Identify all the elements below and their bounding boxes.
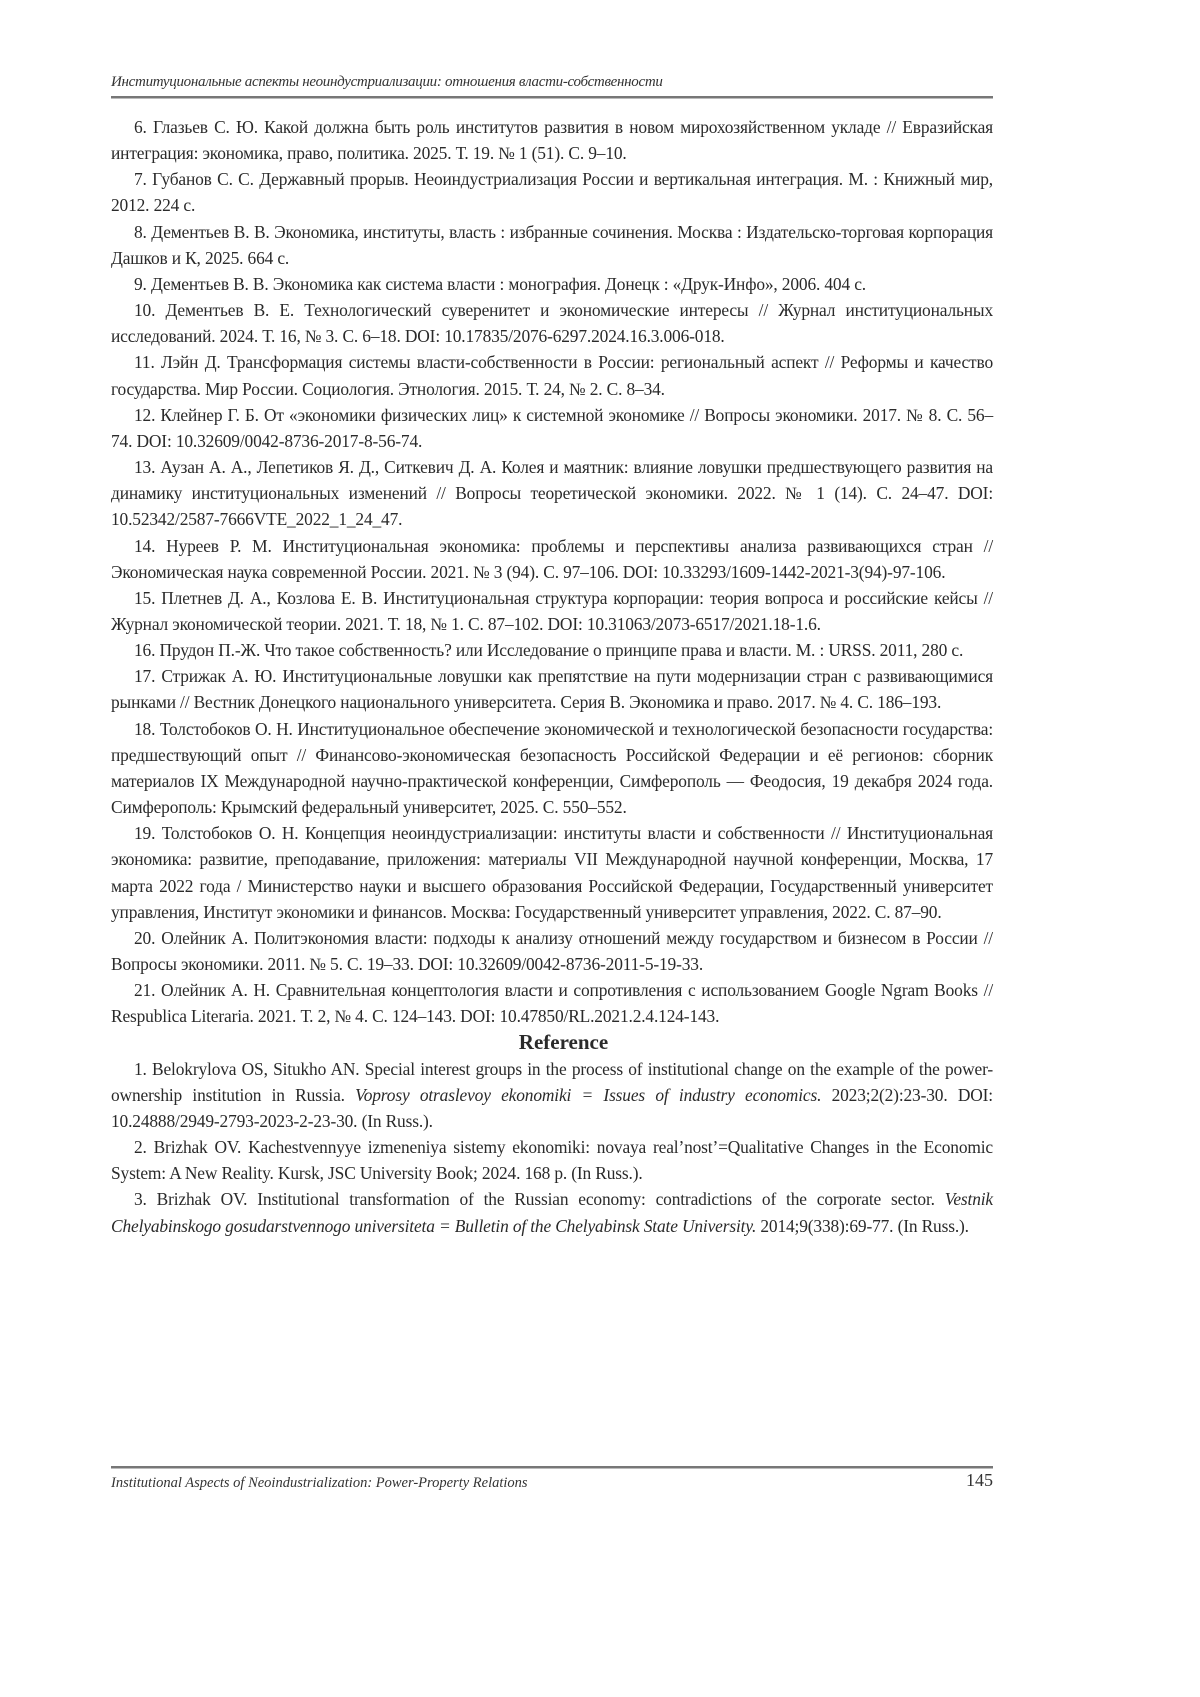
references-ru: [111, 114, 993, 1029]
reference-item: 17. Стрижак А. Ю. Институциональные ловушки как препятствие на пути модернизации стран с развивающимися рынками // Вестник Донецкого национального университета. Серия В. Экономика и право. 2017. № 4. С. 186–193.: [111, 666, 993, 713]
page-number: 145: [966, 1470, 993, 1490]
reference-item: 11. Лэйн Д. Трансформация системы власти-собственности в России: региональный аспект // Реформы и качество государства. Мир России. Социология. Этнология. 2015. Т. 24, № 2. С. 8–34.: [111, 352, 993, 399]
reference-item: 9. Дементьев В. В. Экономика как система власти : монография. Донецк : «Друк-Инфо», 2006. 404 с.: [134, 273, 866, 294]
reference-heading: Reference: [518, 1030, 609, 1055]
reference-item: 21. Олейник А. Н. Сравнительная концептология власти и сопротивления с использованием Google Ngram Books // Respublica Literaria. 2021. Т. 2, № 4. С. 124–143. DOI: 10.47850/RL.2021.2.4.124-143.: [111, 980, 993, 1027]
reference-item: 13. Аузан А. А., Лепетиков Я. Д., Ситкевич Д. А. Колея и маятник: влияние ловушки предшествующего развития на динамику институциональных изменений // Вопросы теоретической экономики. 2022. № 1 (14). С. 24–47. DOI: 10.52342/2587-7666VTE_2022_1_24_47.: [111, 457, 993, 530]
ref-text: 2. Brizhak OV. Kachestvennyye izmeneniya sistemy ekonomiki: novaya real’nost’=Qualitative Changes in the Economic System: A New Reality. Kursk, JSC University Book; 2024. 168 p. (In Russ.).: [111, 1137, 993, 1184]
header-rule: [111, 96, 993, 99]
reference-item: 18. Толстобоков О. Н. Институциональное обеспечение экономической и технологической безопасности государства: предшествующий опыт // Финансово-экономическая безопасность Российской Федерации и её регионов: сборник материалов IX Международной научно-практической конференции, Симферополь — Феодосия, 19 декабря 2024 года. Симферополь: Крымский федеральный университет, 2025. С. 550–552.: [111, 718, 993, 818]
ref-text: 2023;2(2):23-30. DOI: 10.24888/2949-2793-2023-2-23-30. (In Russ.).: [111, 1084, 993, 1131]
running-footer: Institutional Aspects of Neoindustrialization: Power-Property Relations: [111, 1475, 528, 1491]
ref-text: 3. Brizhak OV. Institutional transformation of the Russian economy: contradictions of the corporate sector.: [134, 1189, 945, 1210]
ref-journal: Voprosy otraslevoy ekonomiki = Issues of industry economics.: [355, 1084, 822, 1105]
reference-item: 14. Нуреев Р. М. Институциональная экономика: проблемы и перспективы анализа развивающихся стран // Экономическая наука современной России. 2021. № 3 (94). С. 97–106. DOI: 10.33293/1609-1442-2021-3(94)-97-106.: [111, 535, 993, 582]
ref-journal: Vestnik Chelyabinskogo gosudarstvennogo universiteta = Bulletin of the Chelyabinsk State University.: [111, 1189, 993, 1236]
reference-item: 20. Олейник А. Политэкономия власти: подходы к анализу отношений между государством и бизнесом в России // Вопросы экономики. 2011. № 5. С. 19–33. DOI: 10.32609/0042-8736-2011-5-19-33.: [111, 927, 993, 974]
ref-text: 1. Belokrylova OS, Situkho AN. Special interest groups in the process of institutional change on the example of the power-ownership institution in Russia.: [111, 1058, 993, 1105]
reference-item: 7. Губанов С. С. Державный прорыв. Неоиндустриализация России и вертикальная интеграция. М. : Книжный мир, 2012. 224 с.: [111, 169, 993, 216]
ref-text: 2014;9(338):69-77. (In Russ.).: [756, 1215, 969, 1236]
reference-item: [111, 1056, 993, 1134]
reference-item: 16. Прудон П.-Ж. Что такое собственность? или Исследование о принципе права и власти. М. : URSS. 2011, 280 с.: [134, 640, 964, 661]
reference-item: 10. Дементьев В. Е. Технологический суверенитет и экономические интересы // Журнал институциональных исследований. 2024. Т. 16, № 3. С. 6–18. DOI: 10.17835/2076-6297.2024.16.3.006-018.: [111, 300, 993, 347]
reference-item: 15. Плетнев Д. А., Козлова Е. В. Институциональная структура корпорации: теория вопроса и российские кейсы // Журнал экономической теории. 2021. Т. 18, № 1. С. 87–102. DOI: 10.31063/2073-6517/2021.18-1.6.: [111, 587, 993, 634]
reference-item: 12. Клейнер Г. Б. От «экономики физических лиц» к системной экономике // Вопросы экономики. 2017. № 8. С. 56–74. DOI: 10.32609/0042-8736-2017-8-56-74.: [111, 404, 993, 451]
reference-item: 8. Дементьев В. В. Экономика, институты, власть : избранные сочинения. Москва : Издательско-торговая корпорация Дашков и К, 2025. 664 с.: [111, 221, 993, 268]
reference-item: [111, 1134, 993, 1186]
references-en: [111, 1056, 993, 1239]
reference-item: 6. Глазьев С. Ю. Какой должна быть роль институтов развития в новом мирохозяйственном укладе // Евразийская интеграция: экономика, право, политика. 2025. Т. 19. № 1 (51). С. 9–10.: [111, 117, 993, 164]
reference-item: 19. Толстобоков О. Н. Концепция неоиндустриализации: институты власти и собственности // Институциональная экономика: развитие, преподавание, приложения: материалы VII Международной научной конференции, Москва, 17 марта 2022 года / Министерство науки и высшего образования Российской Федерации, Государственный университет управления, Институт экономики и финансов. Москва: Государственный университет управления, 2022. С. 87–90.: [111, 823, 993, 922]
footer-rule: [111, 1466, 993, 1469]
page-content: [111, 114, 993, 1239]
running-header: Институциональные аспекты неоиндустриализации: отношения власти-собственности: [111, 74, 663, 90]
reference-item: [111, 1186, 993, 1238]
